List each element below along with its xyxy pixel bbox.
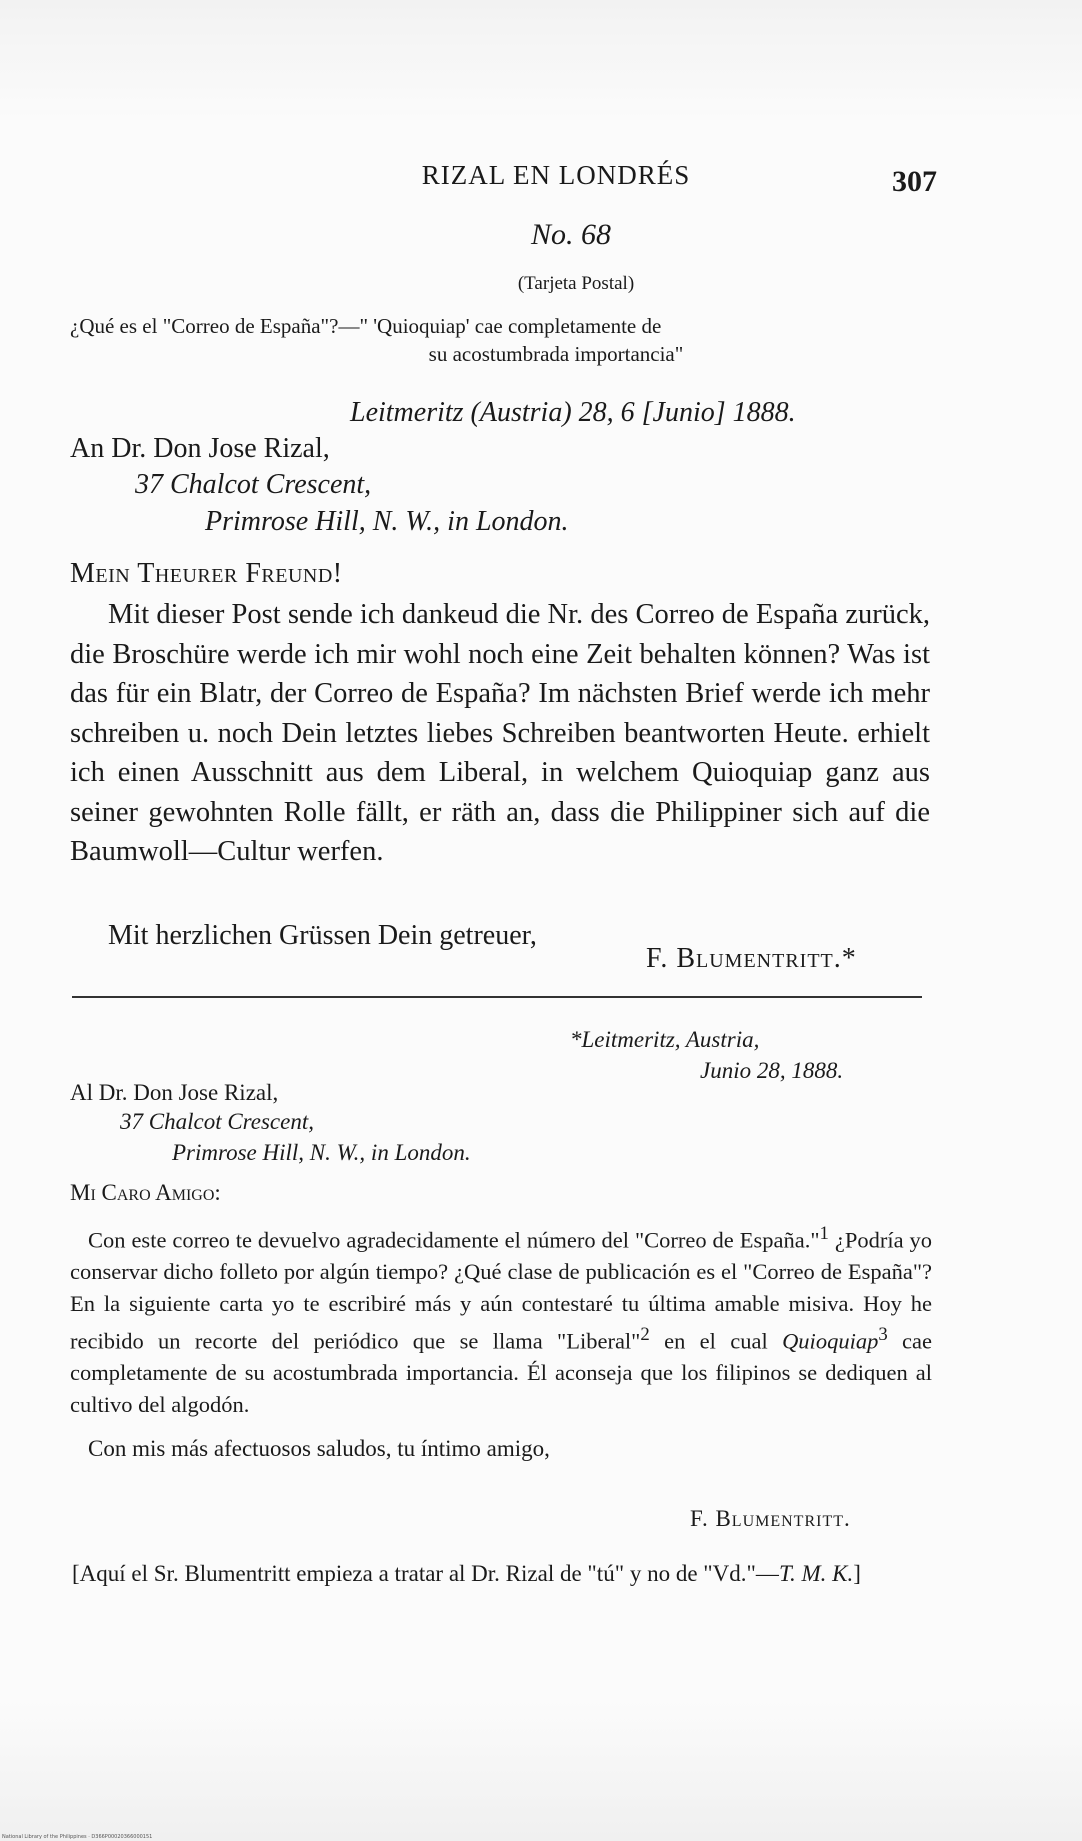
editor-note	[72, 1558, 932, 1590]
translation-closing: Con mis más afectuosos saludos, tu íntimo amigo,	[88, 1436, 550, 1461]
letter-address-line-2: 37 Chalcot Crescent,	[135, 469, 372, 500]
letter-body-german: Mit dieser Post sende ich dankeud die Nr. des Correo de España zurück, die Broschüre werde ich mir wohl noch eine Zeit behalten können? Was ist das für ein Blatr, der Correo de España? Im nächsten Brief werde ich mehr schreiben u. noch Dein letztes liebes Schreiben beantworten Heute. erhielt ich einen Ausschnitt aus dem Liberal, in welchem Quioquiap ganz aus seiner gewohnten Rolle fällt, er räth an, dass die Philippiner sich auf die Baumwoll—Cultur werfen.	[70, 599, 930, 867]
translation-date-line-1: *Leitmeritz, Austria,	[570, 1027, 760, 1052]
page-number: 307	[892, 165, 937, 198]
editor-initials: T. M. K.	[778, 1561, 854, 1586]
summary-line-1: ¿Qué es el "Correo de España"?—" 'Quioquiap' cae completamente de	[70, 314, 662, 338]
editor-note-text: [Aquí el Sr. Blumentritt empieza a tratar al Dr. Rizal de "tú" y no de "Vd."—	[72, 1561, 779, 1586]
footnote-ref-1: 1	[819, 1223, 829, 1244]
translation-body	[70, 1218, 932, 1420]
translation-greeting: Mi Caro Amigo:	[70, 1180, 221, 1205]
translation-address-line-2: 37 Chalcot Crescent,	[120, 1109, 314, 1134]
letter-signature: F. Blumentritt.*	[646, 943, 857, 974]
translation-body-part-1: Con este correo te devuelvo agradecidamente el número del "Correo de España."	[88, 1227, 820, 1253]
editor-note-end: ]	[853, 1561, 861, 1586]
translation-signature: F. Blumentritt.	[690, 1506, 851, 1531]
translation-address-line-1: Al Dr. Don Jose Rizal,	[70, 1080, 279, 1105]
letter-address-line-3: Primrose Hill, N. W., in London.	[205, 506, 569, 537]
translation-body-part-4: cae completamente de su acostumbrada importancia. Él aconseja que los filipinos se dediquen al cultivo del algodón.	[70, 1328, 933, 1417]
footnote-ref-3: 3	[878, 1324, 888, 1345]
footnote-ref-2: 2	[640, 1324, 650, 1345]
letter-closing: Mit herzlichen Grüssen Dein getreuer,	[108, 920, 537, 951]
letter-address-line-1: An Dr. Don Jose Rizal,	[70, 433, 330, 464]
summary-line-2: su acostumbrada importancia"	[428, 342, 684, 366]
letter-greeting: Mein Theurer Freund!	[70, 558, 343, 589]
translation-address-line-3: Primrose Hill, N. W., in London.	[172, 1140, 471, 1165]
letter-dateline: Leitmeritz (Austria) 28, 6 [Junio] 1888.	[350, 397, 796, 428]
document-type: (Tarjeta Postal)	[517, 273, 635, 294]
translation-body-italic: Quioquiap	[782, 1328, 879, 1354]
document-number: No. 68	[530, 218, 611, 251]
translation-date-line-2: Junio 28, 1888.	[700, 1058, 844, 1083]
footnote-divider	[72, 996, 922, 998]
translation-body-part-2: ¿Podría yo conservar dicho folleto por algún tiempo? ¿Qué clase de publicación es el "Correo de España"? En la siguiente carta yo te escribiré más y aún contestaré tu última amable misiva. Hoy he recibido un recorte del periódico que se llama "Liberal"	[70, 1227, 932, 1354]
translation-body-part-3: en el cual	[649, 1328, 783, 1354]
running-title: RIZAL EN LONDRÉS	[421, 160, 691, 190]
library-credit: National Library of the Philippines · D366P00020366000151	[2, 1834, 153, 1840]
